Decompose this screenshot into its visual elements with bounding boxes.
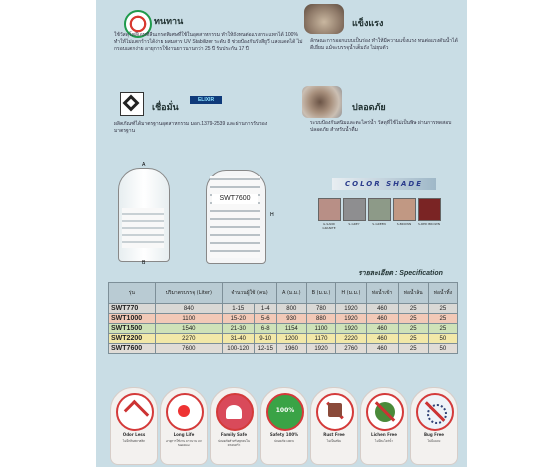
table-cell: 25 bbox=[398, 304, 428, 314]
table-cell: 1200 bbox=[276, 334, 306, 344]
table-cell: 1540 bbox=[155, 324, 222, 334]
spec-header: A (ม.ม.) bbox=[276, 283, 306, 304]
swatch-brown bbox=[393, 198, 416, 221]
badge-title: Safety 100% bbox=[269, 432, 299, 437]
certification-logo-icon bbox=[120, 92, 144, 116]
table-cell: 840 bbox=[155, 304, 222, 314]
badge-bug-free bbox=[410, 387, 458, 465]
table-cell: 25 bbox=[398, 344, 428, 354]
swatch-label: S-GREY bbox=[348, 222, 360, 226]
table-cell: 1920 bbox=[336, 324, 366, 334]
table-cell: 2270 bbox=[155, 334, 222, 344]
spec-header: รุ่น bbox=[109, 283, 156, 304]
badge-title: Bug Free bbox=[423, 432, 445, 437]
table-cell: 9-10 bbox=[254, 334, 276, 344]
badge-title: Odor Less bbox=[122, 432, 146, 437]
model-cell: SWT7600 bbox=[109, 344, 156, 354]
table-row bbox=[109, 344, 458, 354]
durability-title: ทนทาน bbox=[154, 16, 184, 26]
table-cell: 50 bbox=[428, 334, 457, 344]
spec-header: ท่อน้ำล้น bbox=[398, 283, 428, 304]
table-cell: 460 bbox=[366, 324, 398, 334]
badge-lichen-free bbox=[360, 387, 408, 465]
swatch-green bbox=[368, 198, 391, 221]
table-cell: 21-30 bbox=[223, 324, 255, 334]
table-cell: 31-40 bbox=[223, 334, 255, 344]
dim-label-a: A bbox=[142, 162, 146, 168]
trust-text: ผลิตภัณฑ์ได้มาตรฐานอุตสาหกรรม มอก.1379-2539 และผ่านการรับรองมาตรฐาน bbox=[114, 121, 268, 134]
family-safe-icon bbox=[216, 393, 254, 431]
table-cell: 1100 bbox=[155, 314, 222, 324]
spec-header: ท่อน้ำทิ้ง bbox=[428, 283, 457, 304]
elixir-logo: ELIXIR bbox=[190, 96, 222, 104]
trust-title: เชื่อมั่น bbox=[152, 102, 179, 112]
table-cell: 1920 bbox=[336, 304, 366, 314]
safety-icon: 100% bbox=[266, 393, 304, 431]
badge-title: Family Safe bbox=[220, 432, 248, 437]
table-row bbox=[109, 304, 458, 314]
safe-text: ระบบป้องกันสนิมและตะไคร่น้ำ วัสดุที่ใช้ไม่เป็นพิษ ผ่านการทดสอบปลอดภัย สำหรับน้ำดื่ม bbox=[310, 120, 452, 133]
safe-title: ปลอดภัย bbox=[352, 102, 386, 112]
swatch-label: S-RED BROWN bbox=[418, 222, 440, 226]
table-cell: 880 bbox=[306, 314, 336, 324]
badge-desc: ไม่มีกลิ่นพลาสติก bbox=[122, 439, 146, 443]
table-cell: 12-15 bbox=[254, 344, 276, 354]
table-cell: 25 bbox=[398, 324, 428, 334]
table-cell: 1920 bbox=[336, 314, 366, 324]
spec-header: ท่อน้ำเข้า bbox=[366, 283, 398, 304]
odor-less-icon bbox=[116, 393, 154, 431]
swatch-grey bbox=[343, 198, 366, 221]
table-cell: 15-20 bbox=[223, 314, 255, 324]
bug-free-icon bbox=[416, 393, 454, 431]
table-cell: 6-8 bbox=[254, 324, 276, 334]
swatch-label: S-BROWN bbox=[396, 222, 412, 226]
table-cell: 1-15 bbox=[223, 304, 255, 314]
table-cell: 2760 bbox=[336, 344, 366, 354]
table-row bbox=[109, 324, 458, 334]
table-cell: 25 bbox=[428, 304, 457, 314]
model-cell: SWT1500 bbox=[109, 324, 156, 334]
table-cell: 25 bbox=[428, 314, 457, 324]
badge-title: Long Life bbox=[173, 432, 195, 437]
badge-desc: ปลอดภัย 100% bbox=[274, 439, 294, 443]
model-cell: SWT1000 bbox=[109, 314, 156, 324]
tank-diagram-swt7600 bbox=[206, 170, 274, 268]
table-cell: 460 bbox=[366, 314, 398, 324]
swatch-sand-granite bbox=[318, 198, 341, 221]
spec-heading: รายละเอียด : Specification bbox=[358, 270, 443, 277]
table-cell: 5-6 bbox=[254, 314, 276, 324]
model-cell: SWT770 bbox=[109, 304, 156, 314]
table-cell: 25 bbox=[398, 334, 428, 344]
rust-free-icon bbox=[316, 393, 354, 431]
table-cell: 1960 bbox=[276, 344, 306, 354]
tank-top-photo bbox=[304, 4, 344, 34]
badge-title: Lichen Free bbox=[371, 432, 397, 437]
spec-header: B (ม.ม.) bbox=[306, 283, 336, 304]
table-cell: 800 bbox=[276, 304, 306, 314]
table-cell: 1-4 bbox=[254, 304, 276, 314]
drain-photo bbox=[302, 86, 342, 118]
dim-label-h: H bbox=[270, 212, 274, 218]
table-cell: 1154 bbox=[276, 324, 306, 334]
spec-header: จำนวนผู้ใช้ (คน) bbox=[223, 283, 277, 304]
spec-table bbox=[108, 282, 458, 354]
tank-diagram-small bbox=[118, 162, 170, 266]
badge-safety bbox=[260, 387, 308, 465]
table-cell: 1100 bbox=[306, 324, 336, 334]
table-cell: 25 bbox=[428, 324, 457, 334]
table-cell: 1170 bbox=[306, 334, 336, 344]
table-cell: 930 bbox=[276, 314, 306, 324]
swatch-red-brown bbox=[418, 198, 441, 221]
spec-header: H (ม.ม.) bbox=[336, 283, 366, 304]
brochure-page bbox=[96, 0, 467, 467]
color-shade-title: COLOR SHADE bbox=[332, 178, 436, 190]
badge-title: Rust Free bbox=[323, 432, 345, 437]
badge-desc: ปลอดภัยสำหรับทุกคนในครอบครัว bbox=[218, 439, 250, 447]
table-cell: 2220 bbox=[336, 334, 366, 344]
swatch-label: G-SAND GRANITE bbox=[322, 222, 336, 230]
table-cell: 780 bbox=[306, 304, 336, 314]
table-cell: 460 bbox=[366, 334, 398, 344]
table-row bbox=[109, 314, 458, 324]
table-row bbox=[109, 334, 458, 344]
spec-header-row bbox=[109, 283, 458, 304]
table-cell: 100-120 bbox=[223, 344, 255, 354]
badge-odor-less bbox=[110, 387, 158, 465]
table-cell: 460 bbox=[366, 304, 398, 314]
strong-title: แข็งแรง bbox=[352, 18, 384, 28]
durability-text: ใช้วัสดุโพลีเอททีลีนเกรดพิเศษที่ใช้ในอุตสาหกรรม ทำให้ถังทนต่อแรงกระแทกได้ 100% ทำให้ไม่แตกร้าวได้ง่าย ผสมสาร UV Stabilizer ระดับ 8 ช่วยป้องกันรังสียูวี แสงแดดได้ ไม่กรอบแตกง่าย อายุการใช้งานยาวนานกว่า 25 ปี รับประกัน 17 ปี bbox=[114, 32, 303, 52]
badge-desc: อายุการใช้งาน ยาวนาน UV Stabilizer bbox=[166, 439, 202, 447]
table-cell: 50 bbox=[428, 344, 457, 354]
tank-model-label: SWT7600 bbox=[212, 194, 258, 204]
badge-family-safe bbox=[210, 387, 258, 465]
table-cell: 460 bbox=[366, 344, 398, 354]
swatch-label: S-GREEN bbox=[372, 222, 386, 226]
table-cell: 7600 bbox=[155, 344, 222, 354]
long-life-icon bbox=[166, 393, 204, 431]
spec-header: ปริมาตรบรรจุ (Liter) bbox=[155, 283, 222, 304]
table-cell: 25 bbox=[398, 314, 428, 324]
table-cell: 1920 bbox=[306, 344, 336, 354]
dim-label-b: B bbox=[142, 260, 146, 266]
badge-desc: ไม่มีแมลง bbox=[427, 439, 441, 443]
model-cell: SWT2200 bbox=[109, 334, 156, 344]
lichen-free-icon bbox=[366, 393, 404, 431]
strong-text: ลักษณะการออกแบบเป็นร่อง ทำให้มีความแข็งแรง ทนต่อแรงดันน้ำได้ดีเยี่ยม แม้จะบรรจุน้ำเต็มถัง ไม่ยุบตัว bbox=[310, 38, 458, 51]
badge-desc: ไม่เป็นสนิม bbox=[326, 439, 342, 443]
badge-rust-free bbox=[310, 387, 358, 465]
badge-desc: ไม่มีตะไคร่น้ำ bbox=[375, 439, 393, 443]
badge-long-life bbox=[160, 387, 208, 465]
